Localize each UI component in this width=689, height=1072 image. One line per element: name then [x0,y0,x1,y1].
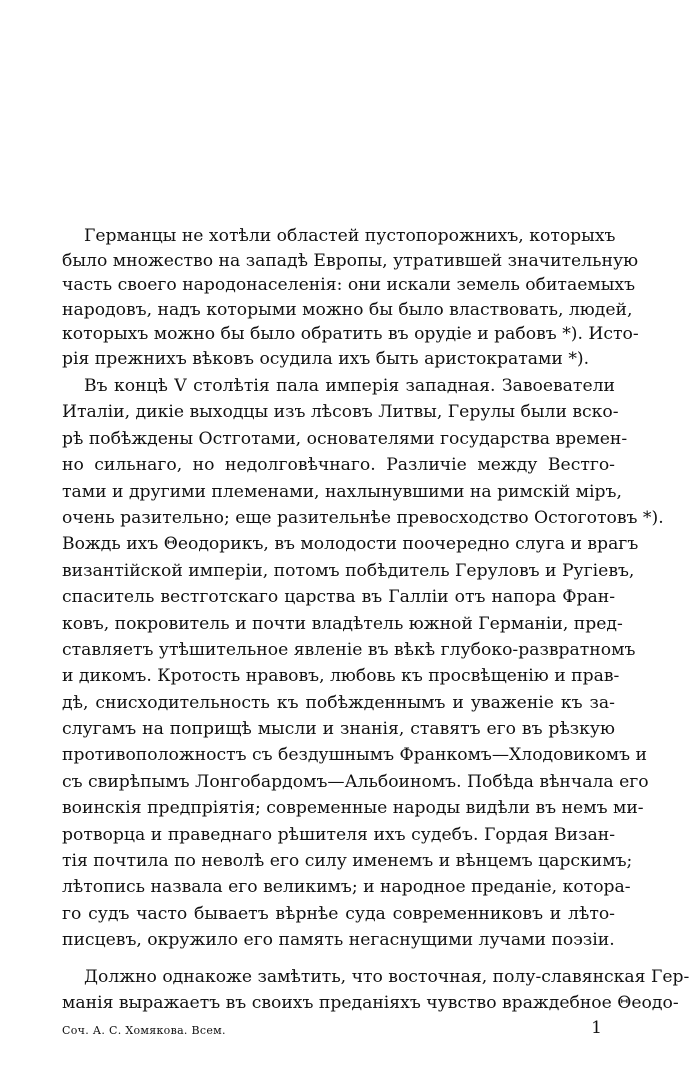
paragraph-2 [62,373,664,954]
text-line: спаситель вестготскаго царства въ Галліи отъ напора Фран- [62,587,615,608]
text-line: часть своего народонаселенія: они искали земель обитаемыхъ [62,275,636,295]
text-line: лѣтопись назвала его великимъ; и народное преданіе, котора- [62,877,631,898]
text-line: съ свирѣпымъ Лонгобардомъ—Альбоиномъ. Побѣда вѣнчала его [62,771,649,792]
text-line: Въ концѣ V столѣтія пала имперія западная. Завоеватели [84,376,615,396]
text-line: тами и другими племенами, нахлынувшими на римскій міръ, [62,481,622,502]
text-line: слугамъ на поприщѣ мысли и знанія, ставятъ его въ рѣзкую [62,719,615,740]
text-line: ставляетъ утѣшительное явленіе въ вѣкѣ глубоко-развратномъ [62,639,636,660]
text-line: но сильнаго, но недолговѣчнаго. Различіе между Вестго- [62,455,615,476]
page-number: 1 [591,1018,602,1038]
text-line: рѣ побѣждены Остготами, основателями государства времен- [62,428,628,449]
text-line: манія выражаетъ въ своихъ преданіяхъ чувство враждебное Θеодо- [62,993,679,1014]
text-line: которыхъ можно бы было обратить въ орудіе и рабовъ *). Исто- [62,324,639,344]
text-line: очень разительно; еще разительнѣе превосходство Остоготовъ *). [62,507,664,528]
text-line: византійской имперіи, потомъ побѣдитель Геруловъ и Ругіевъ, [62,560,635,581]
text-line: ковъ, покровитель и почти владѣтель южной Германіи, пред- [62,613,623,634]
paragraph-1 [62,224,639,371]
text-line: дѣ, снисходительность къ побѣжденнымъ и уваженіе къ за- [62,692,615,713]
text-line: народовъ, надъ которыми можно бы было властвовать, людей, [62,299,633,320]
footer-signature: Соч. А. С. Хомякова. Всем. [62,1024,226,1037]
text-line: было множество на западѣ Европы, утратившей значительную [62,250,639,271]
text-line: го судъ часто бываетъ вѣрнѣе суда современниковъ и лѣто- [62,903,615,924]
text-line: писцевъ, окружило его память негаснущими лучами поэзіи. [62,930,615,951]
text-line: Италіи, дикіе выходцы изъ лѣсовъ Литвы, Герулы были вско- [62,402,619,423]
text-line: тія почтила по неволѣ его силу именемъ и вѣнцемъ царскимъ; [62,851,633,872]
text-line: Должно однакоже замѣтить, что восточная, полу-славянская Гер- [84,967,689,987]
text-line: и дикомъ. Кротость нравовъ, любовь къ просвѣщенію и прав- [62,666,620,687]
text-line: противоположностъ съ бездушнымъ Франкомъ—Хлодовикомъ и [62,745,647,766]
text-line: рія прежнихъ вѣковъ осудила ихъ быть аристократами *). [62,348,590,369]
paragraph-3 [62,964,689,1017]
text-line: Германцы не хотѣли областей пустопорожнихъ, которыхъ [84,226,616,246]
text-line: Вождь ихъ Θеодорикъ, въ молодости поочередно слуга и врагъ [62,534,639,555]
text-line: воинскія предпріятія; современные народы видѣли въ немъ ми- [62,798,644,819]
text-line: ротворца и праведнаго рѣшителя ихъ судебъ. Гордая Визан- [62,824,615,845]
